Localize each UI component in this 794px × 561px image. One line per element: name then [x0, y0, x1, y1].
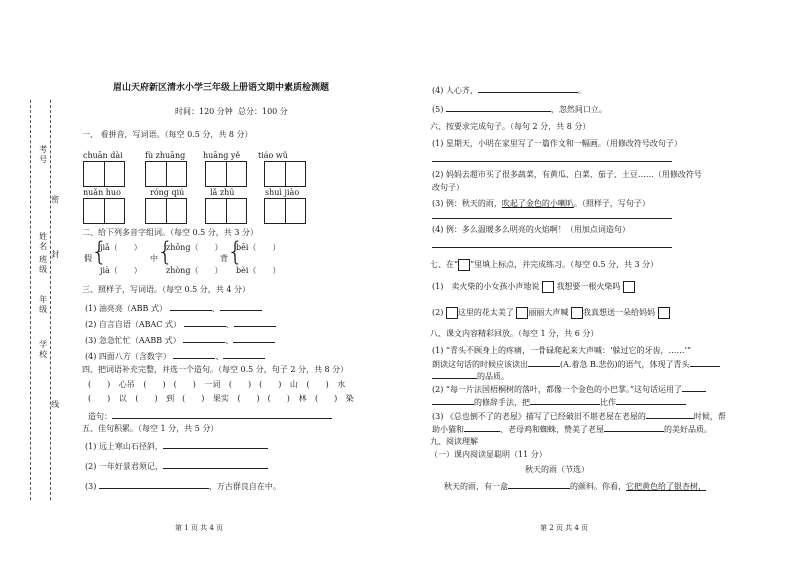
answer-line[interactable] — [432, 161, 672, 162]
polyphone-char: 假 — [84, 254, 92, 263]
q7-item — [432, 281, 635, 293]
q6-item: (2) 妈妈去超市买了很多蔬菜，有黄瓜、白菜、茄子、土豆……（用修改符号 — [432, 170, 702, 179]
q3-item-text: (4) 四面八方（含数字） — [85, 352, 171, 361]
q7-heading-prefix: 七、在“ — [430, 260, 459, 269]
r-top-text: (4) 人心齐， — [432, 86, 478, 95]
answer-blank[interactable] — [478, 84, 578, 93]
tian-box[interactable] — [83, 161, 125, 187]
r-top-item: (4) 人心齐， 。 — [432, 86, 586, 95]
punct-box[interactable] — [623, 281, 635, 293]
reading: jiǎ（ ） — [100, 243, 142, 252]
q5-item-text: (3) — [85, 482, 97, 491]
reading: zhōng（ ） — [166, 243, 223, 252]
q3-item: (3) 急急忙忙（AABB 式） 、 — [85, 334, 275, 346]
passage-underlined: 它把黄色给了银杏树， — [626, 482, 706, 491]
q3-item: (1) 油亮亮（ABB 式） 、 — [85, 302, 262, 314]
punct-box[interactable] — [658, 307, 670, 319]
q7-item — [432, 307, 670, 319]
q6-item: (1) 星期天，小明在家里写了一篇作文和一幅画。（用修改符号改句子） — [432, 139, 682, 148]
label-kaohao: 考号 — [38, 145, 48, 165]
label-xingming: 姓名 — [38, 232, 48, 252]
q8-item: (1) “青头不顾身上的疼痛，一骨碌爬起来大声喊：‘躲过它的牙齿，……’” — [432, 346, 692, 355]
answer-blank[interactable] — [604, 423, 664, 432]
q2-heading: 二、给下列多音字组词。（每空 0.5 分，共 3 分） — [82, 228, 258, 237]
reading: bèi（ ） — [236, 266, 281, 275]
binding-dash-line-inner — [50, 100, 51, 500]
q8-item — [432, 370, 509, 382]
q5-item — [85, 440, 268, 452]
answer-blank[interactable] — [183, 334, 225, 343]
answer-blank[interactable] — [432, 396, 474, 405]
passage-line — [444, 480, 706, 492]
q7-text: (1) 卖火柴的小女孩小声地说 — [432, 282, 540, 291]
q1-heading: 一、 看拼音，写词语。（每空 0.5 分，共 8 分） — [82, 130, 253, 139]
polyphone-char: 中 — [150, 254, 158, 263]
q8-text: 朗读这句话的时候应该读出 — [432, 360, 528, 369]
pinyin-4: tiáo wǔ — [258, 151, 288, 160]
q7-text: (2) — [432, 308, 444, 317]
q9-sub: （一）课内阅读显聪明（11 分） — [430, 450, 547, 459]
label-nianji: 年级 — [38, 295, 48, 315]
tian-box[interactable] — [205, 198, 247, 224]
q5-item — [85, 480, 281, 492]
label-xuexiao: 学校 — [38, 340, 48, 360]
pinyin-7: lǎ zhū — [210, 188, 235, 197]
reading: zhòng（ ） — [166, 266, 223, 275]
q8-text: (A.着急 B.悲伤)的语气，体现了青头 — [560, 360, 690, 369]
answer-blank[interactable] — [234, 318, 276, 327]
punct-box[interactable] — [516, 307, 528, 319]
label-banji: 班级 — [38, 255, 48, 275]
q6-item — [432, 199, 650, 209]
pinyin-3: huāng yě — [203, 151, 241, 160]
q8-text: 的品质。 — [477, 372, 509, 381]
answer-blank[interactable] — [464, 423, 500, 432]
score-label: 总分：100 分 — [238, 107, 288, 116]
exam-title: 眉山天府新区清水小学三年级上册语文期中素质检测题 — [113, 83, 330, 93]
q3-heading: 三、照样子，写词语。（每空 0.5 分，共 4 分） — [82, 285, 250, 294]
answer-blank[interactable] — [508, 480, 570, 489]
answer-blank[interactable] — [528, 358, 560, 367]
time-label: 时间：120 分钟 — [175, 107, 233, 116]
punct-box[interactable] — [542, 281, 554, 293]
punct-box-sample — [458, 259, 470, 271]
q5-item-text: (2) 一年好景君须记， — [85, 462, 163, 471]
q8-item — [432, 396, 686, 408]
q8-text: 的美好品质。 — [664, 425, 712, 434]
tian-box[interactable] — [145, 161, 187, 187]
tian-box[interactable] — [83, 198, 125, 224]
q8-text: (3) 《总也倒不了的老屋》描写了已经破旧不堪老屋在老屋的 — [432, 412, 646, 421]
pinyin-6: róng qiú — [150, 188, 185, 197]
polyphone-char: 背 — [220, 254, 228, 263]
q6-item: (4) 例：多么温暖多么明亮的火焰啊！（用加点词造句） — [432, 225, 630, 234]
binding-dash-line — [30, 100, 31, 500]
answer-blank[interactable] — [173, 350, 215, 359]
answer-line[interactable] — [432, 218, 672, 219]
q8-text: 的修辞手法，把 — [474, 398, 530, 407]
answer-blank[interactable] — [99, 480, 209, 489]
q8-item — [432, 423, 712, 435]
answer-blank[interactable] — [163, 460, 268, 469]
r-top-item — [432, 103, 607, 115]
q8-text: 助小猫和 — [432, 425, 464, 434]
q5-heading: 五、佳句积累。（每空 1 分，共 5 分） — [82, 424, 219, 433]
tian-box[interactable] — [264, 198, 306, 224]
q4-row1: ( ) 心吊 ( ) ( ) 一词 ( ) ( ) 山 ( ) 水 — [88, 380, 346, 389]
q5-item-text: ，万古群良自在中。 — [208, 482, 281, 491]
answer-blank[interactable] — [530, 396, 600, 405]
q3-item-text: (3) 急急忙忙（AABB 式） — [85, 336, 181, 345]
tian-box[interactable] — [264, 161, 306, 187]
answer-blank[interactable] — [112, 410, 332, 419]
punct-box[interactable] — [571, 307, 583, 319]
q3-item-text: (1) 油亮亮（ABB 式） — [85, 304, 167, 313]
q7-text: 这里的花太美了 — [457, 308, 514, 317]
seal-feng: 封 — [50, 250, 60, 260]
page-footer: 第 1 页 共 4 页 — [175, 524, 224, 532]
sentence-label: 造句： — [88, 412, 112, 421]
pinyin-1: chuān dài — [83, 151, 123, 160]
answer-blank[interactable] — [170, 302, 212, 311]
q3-item: (4) 四面八方（含数字） 、 — [85, 350, 265, 362]
q3-item: (2) 自言自语（ABAC 式） 、 — [85, 318, 276, 330]
pinyin-8: shuì jiào — [265, 188, 300, 197]
answer-blank[interactable] — [690, 358, 720, 367]
q9-heading: 九、阅读理解 — [430, 437, 478, 446]
q8-text: (2) “每一片法国梧桐树的落叶，都像一个金色的小巴掌。”这句话运用了 — [432, 385, 683, 394]
q8-text: 、老母鸡和蜘蛛，赞美了老屋 — [500, 425, 604, 434]
q8-item — [432, 410, 726, 422]
brace: { — [227, 237, 244, 267]
answer-line[interactable] — [432, 247, 672, 248]
q8-item — [432, 358, 720, 370]
passage-text: 秋天的雨，有一盒 — [444, 482, 508, 491]
q6-heading: 六、按要求完成句子。（每句 2 分，共 8 分） — [430, 122, 591, 131]
brace: { — [157, 237, 174, 267]
answer-blank[interactable] — [223, 350, 265, 359]
answer-blank[interactable] — [163, 440, 268, 449]
q7-text: 丽丽大声喊 — [528, 308, 569, 317]
page-footer: 第 2 页 共 4 页 — [540, 524, 589, 532]
q8-text: 比作 — [600, 398, 616, 407]
q7-heading-suffix: ”里填上标点，并完成练习。（每空 0.5 分，共 3 分） — [470, 260, 659, 269]
q6-item-prefix: (3) 例：秋天的雨， — [432, 199, 502, 208]
passage-text: 的颜料。你看， — [570, 482, 626, 491]
q7-text: 我真想送一朵给妈妈 — [582, 308, 655, 317]
q6-item-suffix: 。（照样子，写句子） — [573, 199, 650, 208]
brace: { — [91, 237, 108, 267]
q5-item-text: (1) 远上寒山石径斜， — [85, 442, 163, 451]
q7-heading — [430, 259, 658, 271]
tian-box[interactable] — [205, 161, 247, 187]
pinyin-2: fù zhuāng — [145, 151, 186, 160]
passage-title: 秋天的雨（节选） — [525, 465, 589, 474]
q5-item — [85, 460, 268, 472]
q3-item-text: (2) 自言自语（ABAC 式） — [85, 320, 181, 329]
q8-heading: 八、课文内容精彩回放。（每空 1 分，共 6 分） — [430, 329, 599, 338]
tian-box[interactable] — [145, 198, 187, 224]
q8-text: 时候，帮 — [693, 412, 726, 421]
r-top-text: ，忽然间口立。 — [550, 105, 607, 114]
r-top-text: (5) — [432, 105, 444, 114]
q4-heading: 四、把词语补充完整，并选一个造句。（每空 0.5 分，句子 2 分，共 8 分） — [82, 365, 349, 374]
pinyin-5: nuǎn huo — [83, 188, 121, 197]
answer-blank[interactable] — [446, 103, 551, 112]
seal-mi: 密 — [50, 195, 60, 205]
reading: bēi（ ） — [236, 243, 281, 252]
answer-blank[interactable] — [616, 396, 686, 405]
seal-xian: 线 — [50, 400, 60, 410]
q6-item-underlined: 吹起了金色的小喇叭 — [501, 199, 574, 208]
answer-blank[interactable] — [646, 410, 694, 419]
answer-blank[interactable] — [184, 318, 226, 327]
answer-blank[interactable] — [432, 370, 477, 379]
q4-row2: ( ) 以 ( ) 到 ( ) 果实 ( ) ( ) 林 ( ) 染 — [88, 394, 354, 403]
punct-box[interactable] — [446, 307, 458, 319]
answer-blank[interactable] — [220, 302, 262, 311]
q6-item: 改句子） — [432, 183, 464, 192]
answer-blank[interactable] — [233, 334, 275, 343]
reading: jià（ ） — [100, 266, 142, 275]
q8-item — [432, 383, 706, 395]
q7-text: 我想要一根火柴吗 — [556, 282, 621, 291]
answer-blank[interactable] — [682, 383, 706, 392]
q4-sentence — [88, 410, 332, 422]
